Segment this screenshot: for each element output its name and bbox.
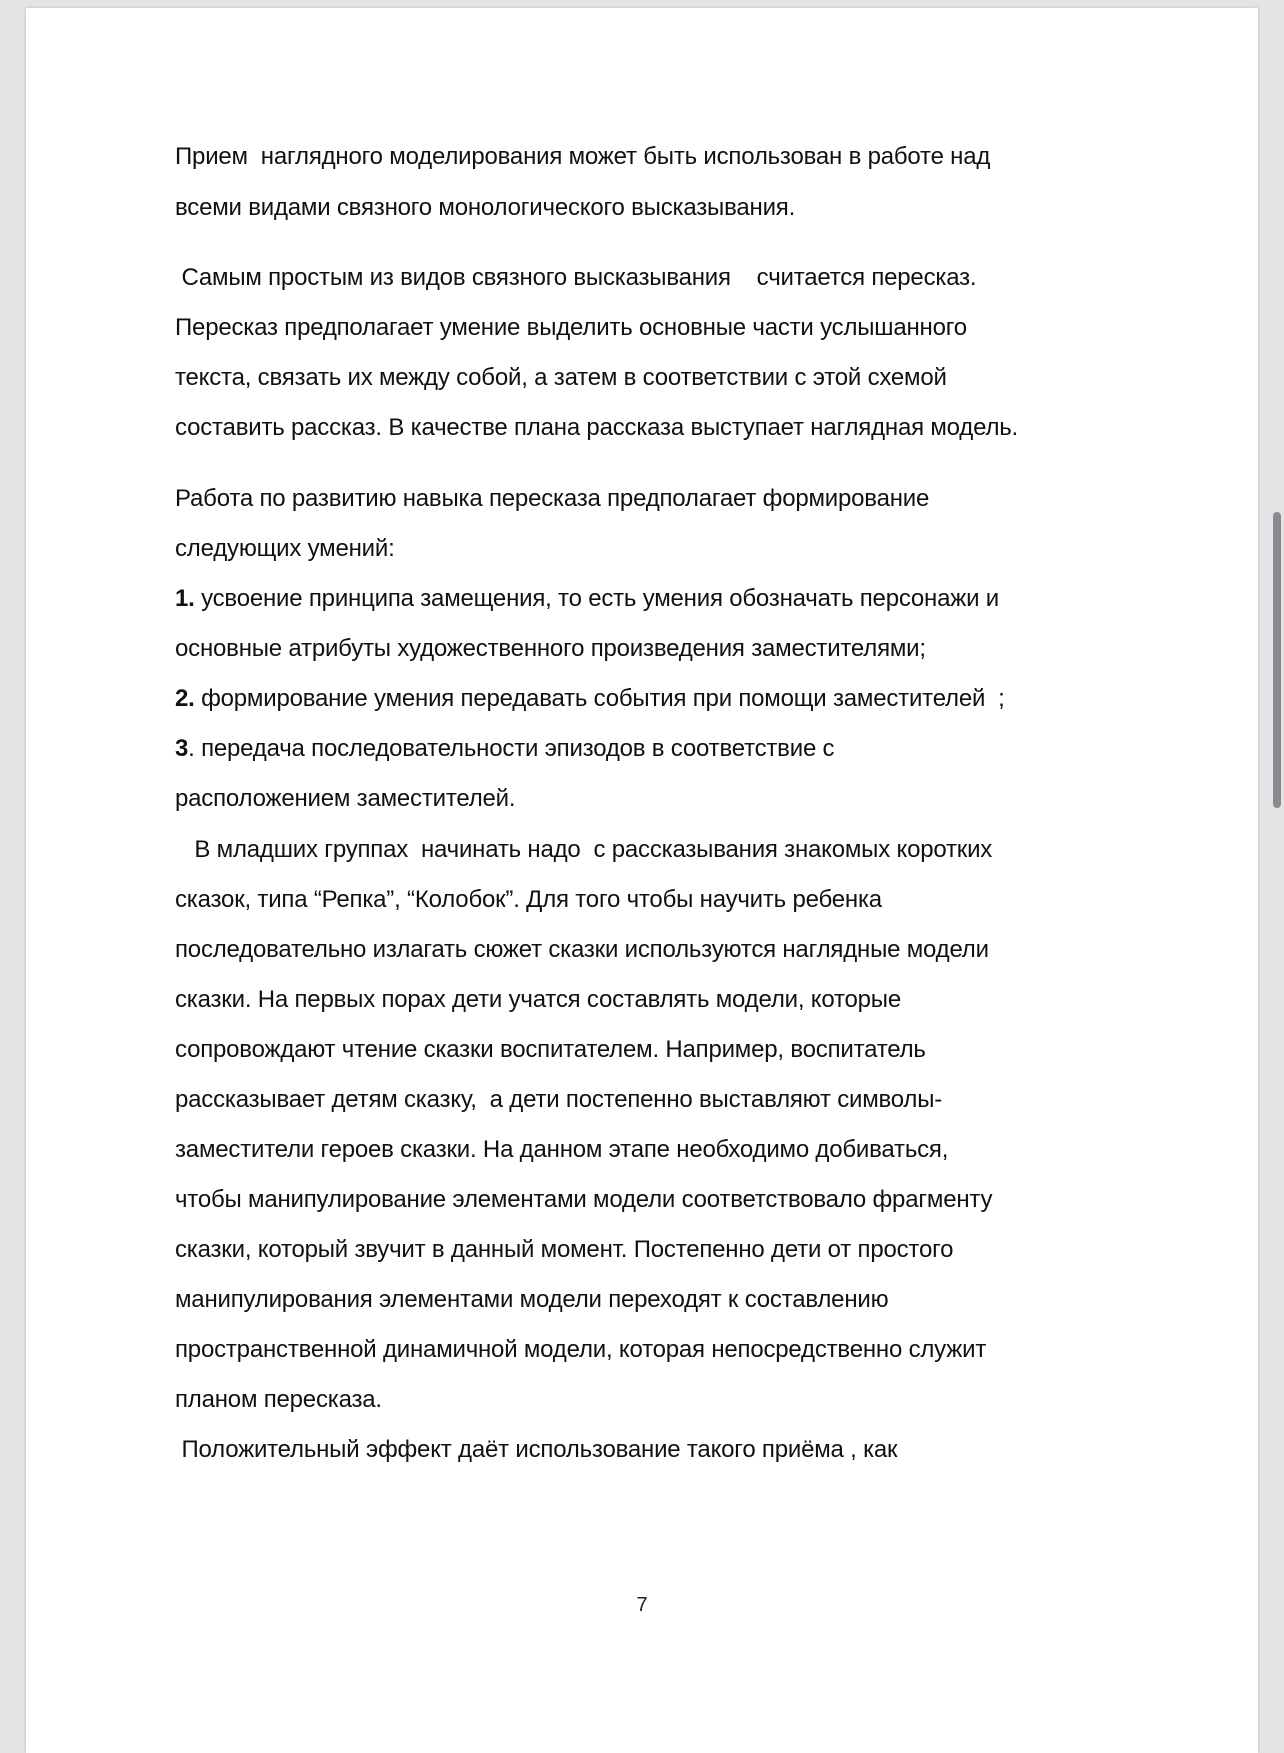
line-text: следующих умений: xyxy=(175,535,395,562)
text-line xyxy=(175,784,515,814)
line-text: расположением заместителей. xyxy=(175,785,516,812)
text-line xyxy=(175,1035,926,1065)
line-text: . передача последовательности эпизодов в соответствие с xyxy=(188,735,835,762)
vertical-scrollbar[interactable] xyxy=(1270,0,1284,1753)
line-text: составить рассказ. В качестве плана рассказа выступает наглядная модель. xyxy=(175,414,1019,441)
text-line xyxy=(175,1435,897,1465)
line-text: сказки, который звучит в данный момент. Постепенно дети от простого xyxy=(175,1236,954,1263)
line-text: всеми видами связного монологического высказывания. xyxy=(175,194,796,221)
text-line xyxy=(175,885,882,915)
line-text: рассказывает детям сказку, а дети постепенно выставляют символы- xyxy=(175,1086,943,1113)
text-line xyxy=(175,1235,953,1265)
list-number: 3 xyxy=(175,735,189,762)
text-line xyxy=(175,534,395,564)
text-line xyxy=(175,634,926,664)
line-text: Пересказ предполагает умение выделить основные части услышанного xyxy=(175,314,967,341)
text-line xyxy=(175,985,901,1015)
list-number: 1. xyxy=(175,585,195,612)
text-line xyxy=(175,484,929,514)
text-line xyxy=(175,835,992,865)
line-text: чтобы манипулирование элементами модели соответствовало фрагменту xyxy=(175,1186,993,1213)
line-text: формирование умения передавать события при помощи заместителей ; xyxy=(194,685,1005,712)
line-text: Прием наглядного моделирования может быть использован в работе над xyxy=(175,143,991,170)
line-text: пространственной динамичной модели, которая непосредственно служит xyxy=(175,1336,987,1363)
line-text: Самым простым из видов связного высказывания считается пересказ. xyxy=(175,264,977,291)
text-line xyxy=(175,363,947,393)
line-text: Положительный эффект даёт использование такого приёма , как xyxy=(175,1436,898,1463)
text-line xyxy=(175,1135,948,1165)
text-line xyxy=(175,193,795,223)
line-text: В младших группах начинать надо с рассказывания знакомых коротких xyxy=(175,836,993,863)
line-text: сказок, типа “Репка”, “Колобок”. Для того чтобы научить ребенка xyxy=(175,886,882,913)
text-line xyxy=(175,1185,992,1215)
page-number: 7 xyxy=(636,1594,648,1616)
line-text: заместители героев сказки. На данном этапе необходимо добиваться, xyxy=(175,1136,949,1163)
text-line xyxy=(175,684,1005,714)
text-line xyxy=(175,935,989,965)
line-text: текста, связать их между собой, а затем в соответствии с этой схемой xyxy=(175,364,947,391)
line-text: сопровождают чтение сказки воспитателем. Например, воспитатель xyxy=(175,1036,926,1063)
scrollbar-thumb[interactable] xyxy=(1273,512,1281,808)
text-line xyxy=(175,413,1018,443)
text-line xyxy=(175,734,834,764)
text-line xyxy=(175,142,990,172)
text-line xyxy=(175,1335,986,1365)
text-line xyxy=(175,263,976,293)
list-number: 2. xyxy=(175,685,195,712)
line-text: усвоение принципа замещения, то есть умения обозначать персонажи и xyxy=(194,585,999,612)
text-line xyxy=(175,1085,942,1115)
line-text: планом пересказа. xyxy=(175,1386,382,1413)
text-line xyxy=(175,584,999,614)
line-text: Работа по развитию навыка пересказа предполагает формирование xyxy=(175,485,930,512)
line-text: манипулирования элементами модели переходят к составлению xyxy=(175,1286,889,1313)
text-line xyxy=(175,1385,382,1415)
line-text: основные атрибуты художественного произведения заместителями; xyxy=(175,635,926,662)
text-line xyxy=(175,1285,888,1315)
line-text: сказки. На первых порах дети учатся составлять модели, которые xyxy=(175,986,901,1013)
text-line xyxy=(175,313,967,343)
line-text: последовательно излагать сюжет сказки используются наглядные модели xyxy=(175,936,989,963)
